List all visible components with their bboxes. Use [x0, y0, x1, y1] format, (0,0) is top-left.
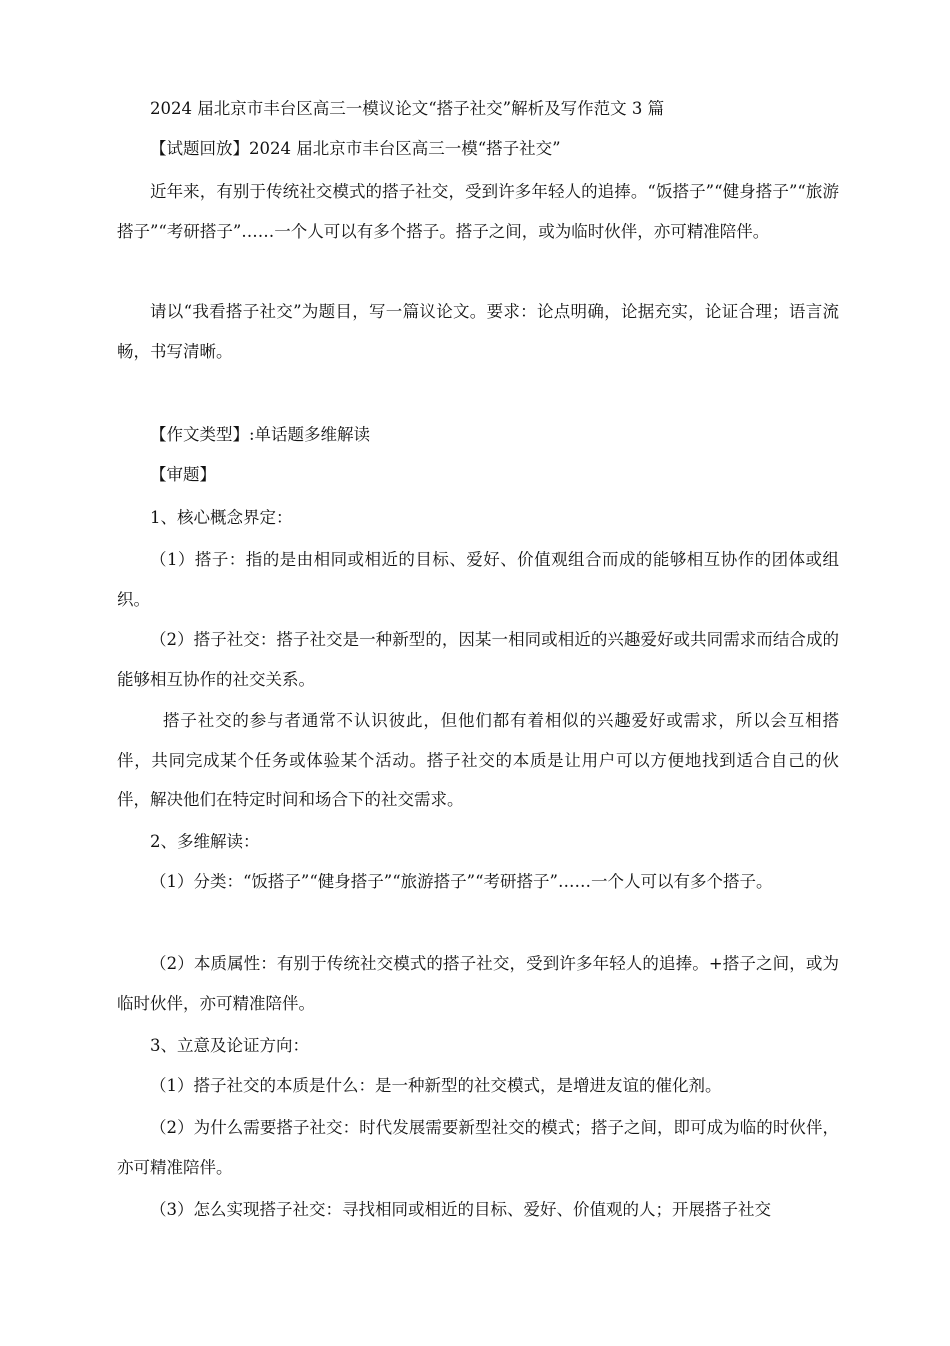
section-3-title: 3、立意及论证方向： — [150, 1036, 309, 1055]
section-3-item-1: （1）搭子社交的本质是什么：是一种新型的社交模式，是增进友谊的催化剂。 — [150, 1076, 722, 1095]
section-1-item-2: （2）搭子社交：搭子社交是一种新型的，因某一相同或相近的兴趣爱好或共同需求而结合成的能够相互协作的社交关系。 — [117, 630, 839, 689]
section-2-item-2: （2）本质属性：有别于传统社交模式的搭子社交，受到许多年轻人的追捧。+搭子之间，或为临时伙伴，亦可精准陪伴。 — [117, 954, 839, 1013]
section-2-item-1: （1）分类：“饭搭子”“健身搭子”“旅游搭子”“考研搭子”……一个人可以有多个搭子。 — [150, 872, 773, 891]
review-header: 【审题】 — [150, 465, 216, 484]
document-title: 2024 届北京市丰台区高三一模议论文“搭子社交”解析及写作范文 3 篇 — [150, 99, 665, 118]
section-3-item-3: （3）怎么实现搭子社交：寻找相同或相近的目标、爱好、价值观的人；开展搭子社交 — [150, 1200, 771, 1219]
prompt-paragraph-1: 近年来，有别于传统社交模式的搭子社交，受到许多年轻人的追捧。“饭搭子”“健身搭子”“旅游搭子”“考研搭子”……一个人可以有多个搭子。搭子之间，或为临时伙伴，亦可精准陪伴。 — [117, 182, 839, 241]
section-3-item-2: （2）为什么需要搭子社交：时代发展需要新型社交的模式；搭子之间，即可成为临的时伙伴，亦可精准陪伴。 — [117, 1118, 839, 1177]
prompt-paragraph-2: 请以“我看搭子社交”为题目，写一篇议论文。要求：论点明确，论据充实，论证合理；语言流畅，书写清晰。 — [117, 302, 839, 361]
essay-type-line: 【作文类型】:单话题多维解读 — [150, 425, 371, 444]
section-1-item-1: （1）搭子：指的是由相同或相近的目标、爱好、价值观组合而成的能够相互协作的团体或组织。 — [117, 550, 839, 609]
section-1-paragraph: 搭子社交的参与者通常不认识彼此，但他们都有着相似的兴趣爱好或需求，所以会互相搭伴，共同完成某个任务或体验某个活动。搭子社交的本质是让用户可以方便地找到适合自己的伙伴，解决他们在特定时间和场合下的社交需求。 — [117, 711, 839, 809]
section-2-title: 2、多维解读： — [150, 832, 260, 851]
prompt-header: 【试题回放】2024 届北京市丰台区高三一模“搭子社交” — [150, 139, 561, 158]
section-1-title: 1、核心概念界定： — [150, 508, 293, 527]
